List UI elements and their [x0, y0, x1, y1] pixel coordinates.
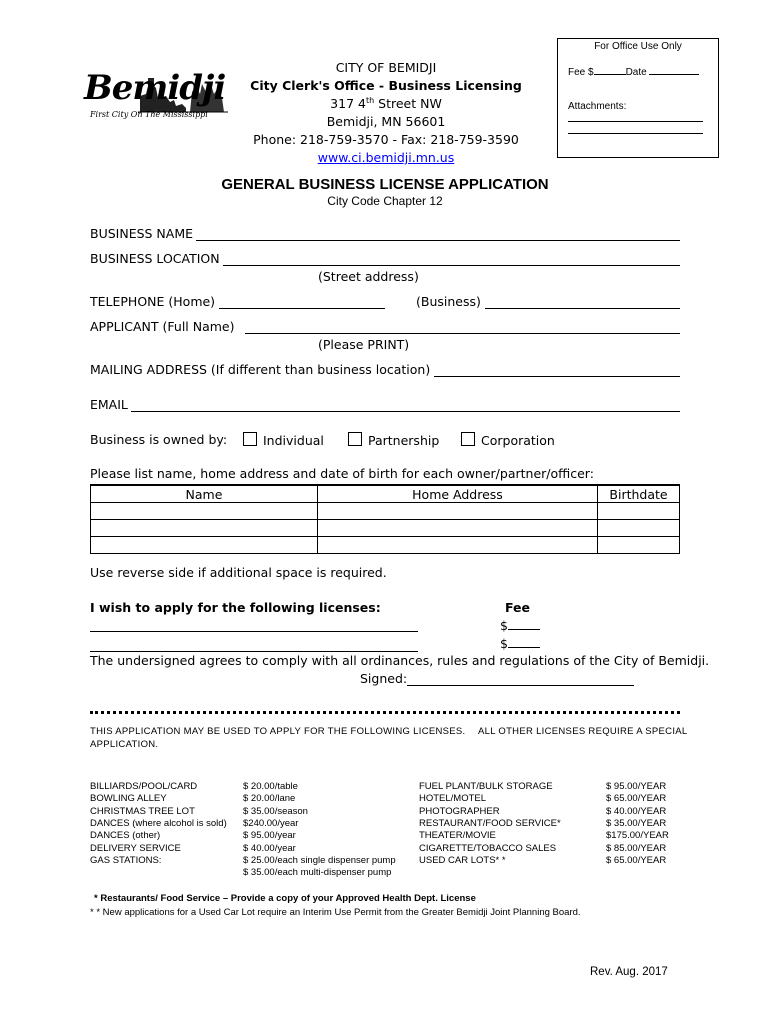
owners-header-birthdate: Birthdate — [598, 485, 680, 503]
fee-row-2 — [500, 636, 540, 651]
header-phone: Phone: 218-759-3570 - Fax: 218-759-3590 — [253, 132, 519, 147]
ownership-label: Business is owned by: — [90, 432, 228, 447]
license-name: DANCES (other) — [90, 830, 161, 842]
signature-row — [360, 671, 634, 686]
owner-birthdate-cell[interactable] — [598, 537, 680, 554]
telephone-home-field[interactable] — [219, 294, 385, 309]
office-use-box — [557, 38, 719, 158]
owner-name-cell[interactable] — [91, 503, 318, 520]
logo-name: Bemidji — [84, 68, 226, 108]
license-fee: $ 40.00/YEAR — [606, 805, 667, 817]
license-line-2[interactable] — [90, 651, 418, 652]
applicant-row — [90, 319, 680, 334]
header-city: CITY OF BEMIDJI — [335, 60, 437, 75]
license-name: PHOTOGRAPHER — [419, 805, 500, 817]
owner-birthdate-cell[interactable] — [598, 503, 680, 520]
agreement-text: The undersigned agrees to comply with all ordinances, rules and regulations of the City of Bemidji. — [90, 653, 710, 668]
corporation-label: Corporation — [481, 433, 555, 448]
apply-heading: I wish to apply for the following licenses: — [90, 600, 381, 615]
applicant-label: APPLICANT (Full Name) — [90, 319, 235, 334]
owners-instruction: Please list name, home address and date of birth for each owner/partner/officer: — [90, 466, 594, 481]
license-line-1[interactable] — [90, 631, 418, 632]
license-fee: $ 95.00/year — [243, 830, 296, 842]
license-fee: $ 95.00/YEAR — [606, 781, 667, 792]
mailing-address-row — [90, 362, 680, 377]
header-website-link[interactable]: www.ci.bemidji.mn.us — [317, 150, 455, 165]
office-fee-line[interactable] — [594, 74, 626, 75]
individual-checkbox[interactable] — [243, 432, 257, 446]
email-field[interactable] — [131, 397, 680, 412]
fee-dollar-2: $ — [500, 636, 508, 651]
header-street-rest: Street NW — [374, 96, 442, 112]
bemidji-logo — [82, 68, 230, 124]
business-location-row — [90, 251, 680, 266]
license-name: FUEL PLANT/BULK STORAGE — [419, 781, 553, 792]
owner-name-cell[interactable] — [91, 520, 318, 537]
attachments-line-2[interactable] — [568, 133, 703, 134]
table-row — [91, 503, 680, 520]
licenses-note-cont: APPLICATION. — [90, 739, 159, 750]
owner-name-cell[interactable] — [91, 537, 318, 554]
license-fee: $ 85.00/YEAR — [606, 842, 667, 854]
license-name: CHRISTMAS TREE LOT — [90, 805, 195, 817]
telephone-home-row — [90, 294, 385, 309]
ownership-individual[interactable] — [243, 432, 324, 448]
license-fee: $240.00/year — [243, 817, 299, 829]
license-fee: $ 20.00/table — [243, 781, 298, 792]
license-name: THEATER/MOVIE — [419, 830, 496, 842]
office-date-line[interactable] — [649, 74, 699, 75]
revision-date: Rev. Aug. 2017 — [590, 966, 668, 978]
owner-address-cell[interactable] — [318, 537, 598, 554]
office-fee-label: Fee $ — [568, 67, 594, 78]
license-name: DANCES (where alcohol is sold) — [90, 817, 227, 829]
license-fee: $ 35.00/YEAR — [606, 817, 667, 829]
dotted-divider — [90, 711, 680, 714]
license-fee: $ 65.00/YEAR — [606, 854, 667, 866]
license-fee: $ 65.00/YEAR — [606, 793, 667, 805]
license-fee: $ 40.00/year — [243, 842, 296, 854]
licenses-note-right: ALL OTHER LICENSES REQUIRE A SPECIAL — [478, 726, 688, 737]
street-address-hint: (Street address) — [318, 269, 419, 284]
telephone-business-field[interactable] — [485, 294, 680, 309]
license-fee: $ 35.00/each multi-dispenser pump — [243, 867, 392, 879]
applicant-field[interactable] — [245, 319, 681, 334]
licenses-note-left: THIS APPLICATION MAY BE USED TO APPLY FOR THE FOLLOWING LICENSES. — [90, 726, 466, 737]
license-fee: $ 20.00/lane — [243, 793, 296, 805]
license-name: HOTEL/MOTEL — [419, 793, 487, 805]
license-name: BILLIARDS/POOL/CARD — [90, 781, 198, 792]
mailing-address-label: MAILING ADDRESS (If different than business location) — [90, 362, 431, 377]
fee-dollar-1: $ — [500, 618, 508, 633]
license-fee: $ 35.00/season — [243, 805, 308, 817]
owner-address-cell[interactable] — [318, 503, 598, 520]
fee-field-2[interactable] — [508, 647, 540, 648]
header-office: City Clerk's Office - Business Licensing — [250, 78, 522, 93]
license-name: CIGARETTE/TOBACCO SALES — [419, 842, 557, 854]
partnership-checkbox[interactable] — [348, 432, 362, 446]
partnership-label: Partnership — [368, 433, 440, 448]
license-name: BOWLING ALLEY — [90, 793, 167, 805]
business-location-field[interactable] — [223, 251, 680, 266]
owner-birthdate-cell[interactable] — [598, 520, 680, 537]
office-date-label: Date — [625, 67, 647, 78]
footnote-used-car: * * New applications for a Used Car Lot require an Interim Use Permit from the Greater Bemidji Joint Planning Board. — [90, 907, 581, 918]
signature-field[interactable] — [407, 671, 634, 686]
telephone-business-row — [416, 294, 680, 309]
ownership-partnership[interactable] — [348, 432, 439, 448]
header-street — [216, 96, 556, 111]
corporation-checkbox[interactable] — [461, 432, 475, 446]
ownership-corporation[interactable] — [461, 432, 555, 448]
fee-field-1[interactable] — [508, 629, 540, 630]
email-label: EMAIL — [90, 397, 128, 412]
telephone-business-label: (Business) — [416, 294, 481, 309]
license-name: DELIVERY SERVICE — [90, 842, 181, 854]
business-location-label: BUSINESS LOCATION — [90, 251, 220, 266]
header-street-num: 317 4 — [330, 96, 366, 112]
signed-label: Signed: — [360, 671, 408, 686]
license-name: USED CAR LOTS* * — [419, 854, 506, 866]
email-row — [90, 397, 680, 412]
license-name: GAS STATIONS: — [90, 854, 162, 866]
table-row — [91, 537, 680, 554]
business-name-row — [90, 226, 680, 241]
business-name-field[interactable] — [196, 226, 680, 241]
footnote-restaurant: * Restaurants/ Food Service – Provide a copy of your Approved Health Dept. License — [94, 893, 476, 904]
attachments-line-1[interactable] — [568, 121, 703, 122]
print-hint: (Please PRINT) — [318, 337, 410, 352]
header-city-state: Bemidji, MN 56601 — [326, 114, 446, 129]
owners-table-header-row — [91, 485, 680, 503]
owners-header-name: Name — [91, 485, 318, 503]
telephone-home-label: TELEPHONE (Home) — [90, 294, 216, 309]
owners-table — [90, 484, 680, 554]
office-use-title: For Office Use Only — [594, 41, 682, 52]
business-name-label: BUSINESS NAME — [90, 226, 194, 241]
form-title: GENERAL BUSINESS LICENSE APPLICATION — [221, 176, 549, 193]
header-street-sup: th — [365, 96, 375, 105]
individual-label: Individual — [263, 433, 324, 448]
form-subtitle: City Code Chapter 12 — [327, 194, 443, 208]
office-attachments-label: Attachments: — [568, 101, 627, 112]
mailing-address-field[interactable] — [434, 362, 680, 377]
license-fee: $ 25.00/each single dispenser pump — [243, 854, 396, 866]
reverse-side-note: Use reverse side if additional space is required. — [90, 565, 387, 580]
fee-heading: Fee — [505, 600, 530, 615]
license-fee: $175.00/YEAR — [606, 830, 669, 842]
owners-header-address: Home Address — [318, 485, 598, 503]
owner-address-cell[interactable] — [318, 520, 598, 537]
fee-row-1 — [500, 618, 540, 633]
logo-tagline: First City On The Mississippi — [90, 110, 208, 119]
license-name: RESTAURANT/FOOD SERVICE* — [419, 817, 561, 829]
table-row — [91, 520, 680, 537]
